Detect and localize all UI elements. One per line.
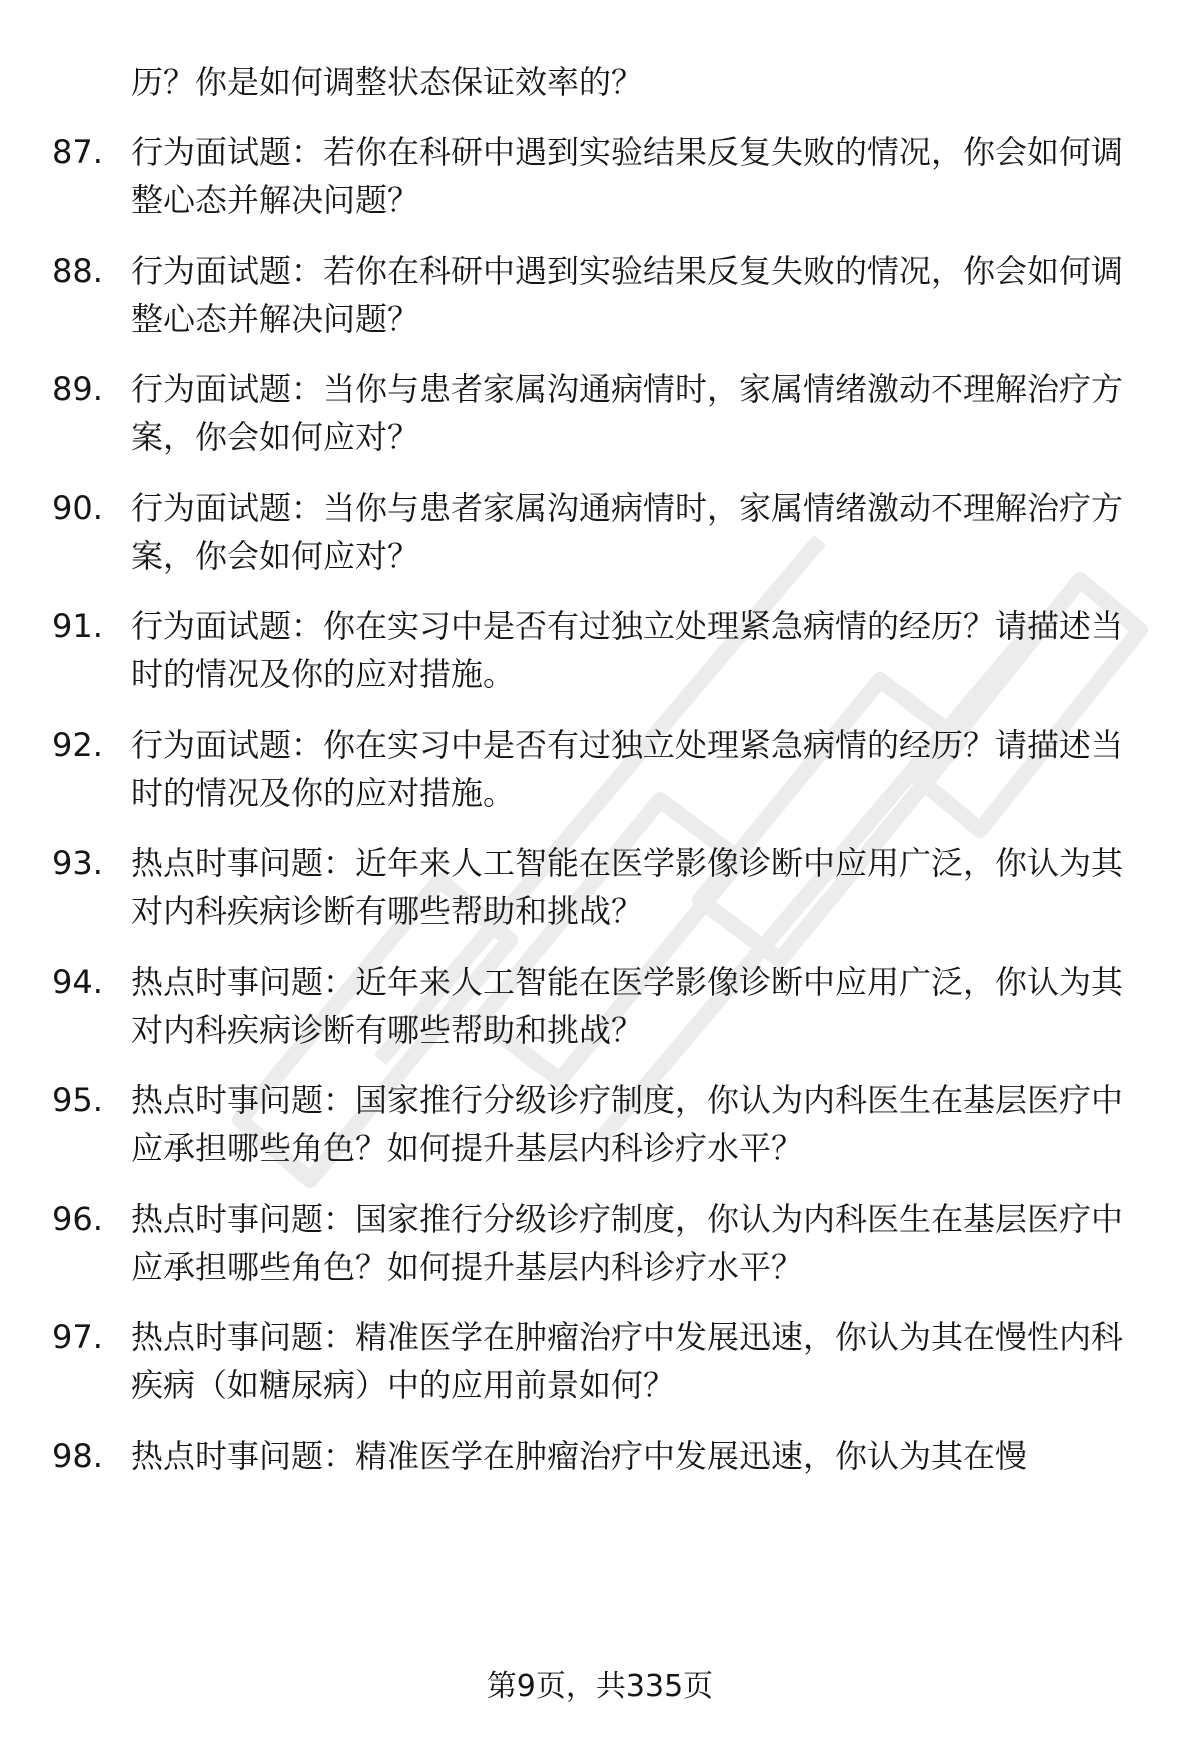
question-text: 热点时事问题：精准医学在肿瘤治疗中发展迅速，你认为其在慢 (131, 1436, 1028, 1475)
item-number: 95. (52, 1081, 103, 1119)
question-text: 热点时事问题：近年来人工智能在医学影像诊断中应用广泛，你认为其对内科疾病诊断有哪些帮助和挑战？ (131, 962, 1124, 1049)
item-number: 88. (52, 251, 103, 290)
question-text: 热点时事问题：精准医学在肿瘤治疗中发展迅速，你认为其在慢性内科疾病（如糖尿病）中的应用前景如何？ (131, 1318, 1124, 1404)
item-number: 97. (52, 1318, 103, 1356)
page-footer: 第9页，共335页 (486, 1669, 714, 1704)
question-text: 行为面试题：当你与患者家属沟通病情时，家属情绪激动不理解治疗方案，你会如何应对？ (131, 488, 1124, 575)
question-text: 行为面试题：若你在科研中遇到实验结果反复失败的情况，你会如何调整心态并解决问题？ (131, 133, 1124, 219)
question-text: 行为面试题：你在实习中是否有过独立处理紧急病情的经历？请描述当时的情况及你的应对措施。 (131, 725, 1124, 812)
question-text: 行为面试题：当你与患者家属沟通病情时，家属情绪激动不理解治疗方案，你会如何应对？ (131, 370, 1124, 456)
question-text: 行为面试题：你在实习中是否有过独立处理紧急病情的经历？请描述当时的情况及你的应对措施。 (131, 607, 1124, 693)
item-number: 98. (52, 1436, 103, 1475)
question-text: 热点时事问题：近年来人工智能在医学影像诊断中应用广泛，你认为其对内科疾病诊断有哪些帮助和挑战？ (131, 844, 1124, 930)
item-number: 90. (52, 488, 103, 527)
item-number: 91. (52, 607, 103, 645)
question-text: 热点时事问题：国家推行分级诊疗制度，你认为内科医生在基层医疗中应承担哪些角色？如何提升基层内科诊疗水平？ (131, 1081, 1124, 1167)
item-number: 96. (52, 1199, 103, 1238)
item-number: 94. (52, 962, 103, 1001)
item-number: 93. (52, 844, 103, 882)
question-text: 行为面试题：若你在科研中遇到实验结果反复失败的情况，你会如何调整心态并解决问题？ (131, 251, 1124, 338)
item-number: 89. (52, 370, 103, 408)
question-text: 热点时事问题：国家推行分级诊疗制度，你认为内科医生在基层医疗中应承担哪些角色？如何提升基层内科诊疗水平？ (131, 1199, 1124, 1286)
item-number: 87. (52, 133, 103, 171)
item-number: 92. (52, 725, 103, 764)
carry-over-text: 历？你是如何调整状态保证效率的？ (131, 63, 644, 101)
